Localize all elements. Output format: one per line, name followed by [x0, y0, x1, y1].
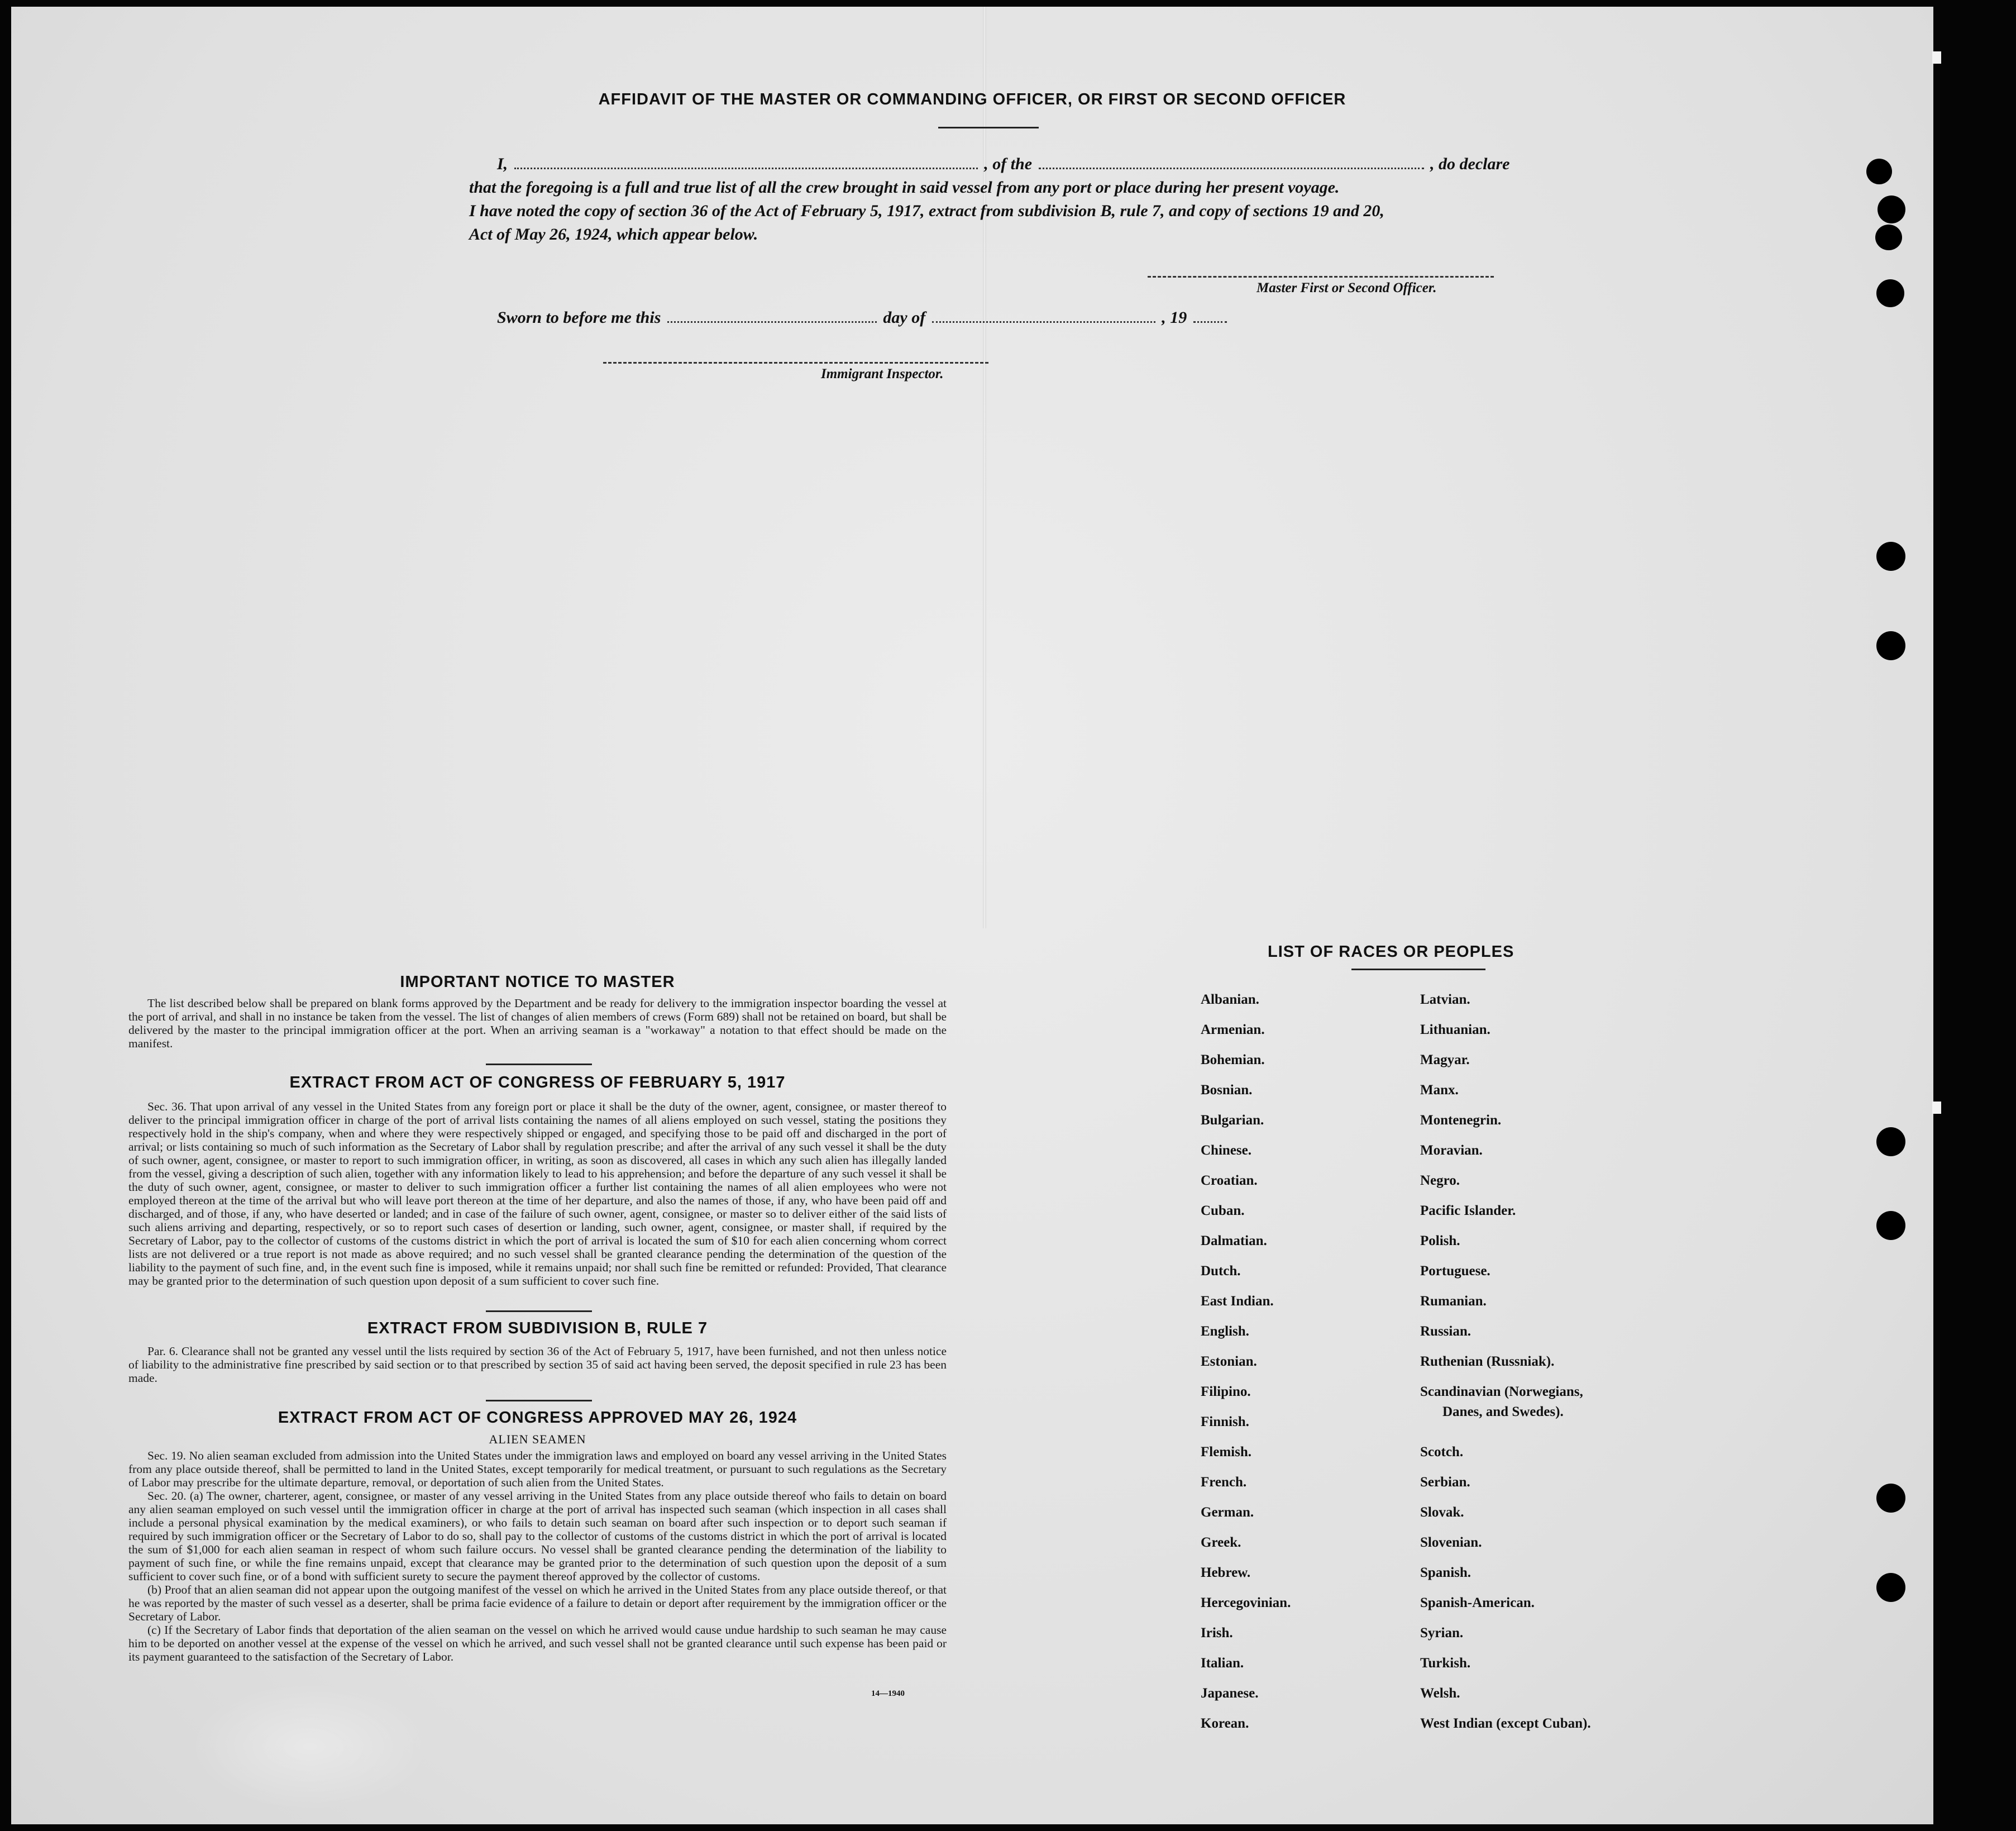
punch-hole — [1875, 225, 1902, 250]
affidavit-line4: Act of May 26, 1924, which appear below. — [469, 225, 758, 244]
section-20c-paragraph: (c) If the Secretary of Labor finds that deportation of the alien seaman on the vessel on which he arrived would cause undue hardship to such seaman he may cause him to be deported on another vessel at the expense of the vessel on which he arrived, and such vessel shall not be granted clearance until such expense has been paid or its payment guaranteed to the satisfaction of the Secretary of Labor. — [128, 1623, 947, 1663]
affidavit-title-rule — [938, 127, 1039, 128]
race-right-14: Scandinavian (Norwegians, — [1420, 1384, 1583, 1399]
race-right-17: Serbian. — [1420, 1475, 1470, 1490]
punch-hole — [1876, 1484, 1905, 1513]
race-left-9: Dalmatian. — [1201, 1233, 1267, 1248]
race-left-23: Italian. — [1201, 1656, 1244, 1671]
affidavit-line1-end: , do declare — [1430, 155, 1510, 173]
edge-tear — [1932, 51, 1941, 64]
race-left-13: Estonian. — [1201, 1354, 1257, 1369]
section-36-paragraph: Sec. 36. That upon arrival of any vessel in the United States from any foreign port or place it shall be the duty of the owner, agent, consignee, or master thereof to deliver to the principal immigration officer in charge of the port of arrival lists containing the names of all aliens employed on such vessel, stating the positions they respectively hold in the ship's company, when and where they were respectively shipped or engaged, and specifying those to be paid off and discharged in the port of arrival; or lists containing so much of such information as the Secretary of Labor shall by regulation prescribe; and after the arrival of any such vessel it shall be the duty of such owner, agent, consignee, or master to report to such immigration officer, in writing, as soon as discovered, all cases in which any such alien has illegally landed from the vessel, giving a description of such alien, together with any information likely to lead to his apprehension; and before the departure of any such vessel it shall be the duty of such owner, agent, consignee, or master to deliver to such immigration officer a further list containing the names of all alien employees who were not employed thereon at the time of the arrival but who will leave port thereon at the time of her departure, and also the names of those, if any, who have been paid off and discharged, and of those, if any, who have deserted or landed; and in case of the failure of such owner, agent, consignee, or master so to deliver either of the said lists of such aliens arriving and departing, respectively, or so to report such cases of desertion or landing, such owner, agent, consignee, or master shall, if required by the Secretary of Labor, pay to the collector of customs of the customs district in which the port of arrival is located the sum of $10 for each alien concerning whom correct lists are not delivered or a true report is not made as above required; and no such vessel shall be granted clearance pending the determination of the question of the liability to the payment of such fine, and, in the event such fine is imposed, while it remains unpaid; nor shall such fine be remitted or refunded: Provided, That clearance may be granted prior to the determination of such question upon deposit of a sum sufficient to cover such fine. — [128, 1100, 947, 1288]
affidavit-line3: I have noted the copy of section 36 of the Act of February 5, 1917, extract from subdivision B, rule 7, and copy of sections 19 and 20, — [469, 202, 1384, 220]
punch-hole — [1876, 279, 1904, 307]
race-right-19: Slovenian. — [1420, 1535, 1482, 1550]
race-right-24: Welsh. — [1420, 1686, 1460, 1701]
sworn-end: , 19 — [1162, 308, 1187, 327]
race-right-4: Manx. — [1420, 1083, 1459, 1098]
section-19-paragraph: Sec. 19. No alien seaman excluded from admission into the United States under the immigration laws and employed on board any vessel arriving in the United States from any place outside thereof, shall be permitted to land in the United States, except temporarily for medical treatment, or pursuant to such regulations as the Secretary of Labor may prescribe for the ultimate departure, removal, or deportation of such alien from the United States. — [128, 1449, 947, 1489]
affidavit-line1-mid: , of the — [984, 155, 1033, 173]
race-right-10: Portuguese. — [1420, 1263, 1490, 1279]
race-right-12: Russian. — [1420, 1324, 1472, 1339]
rule7-paragraph: Par. 6. Clearance shall not be granted any vessel until the lists required by section 36 of the Act of February 5, 1917, have been furnished, and not then unless notice of liability to the administrative fine prescribed by said section or to that prescribed by section 35 of said act having been served, the deposit specified in rule 23 has been made. — [128, 1344, 947, 1385]
race-left-14: Filipino. — [1201, 1384, 1251, 1399]
race-left-18: German. — [1201, 1505, 1254, 1520]
punch-hole — [1866, 159, 1892, 184]
race-left-8: Cuban. — [1201, 1203, 1245, 1218]
sworn-start: Sworn to before me this — [497, 308, 661, 327]
race-left-5: Bulgarian. — [1201, 1113, 1264, 1128]
extract-1917-rule — [486, 1310, 592, 1312]
sworn-line — [497, 308, 1229, 327]
sworn-month-blank[interactable] — [932, 321, 1155, 323]
punch-hole — [1878, 196, 1905, 223]
inspector-label: Immigrant Inspector. — [821, 366, 944, 382]
notice-title: IMPORTANT NOTICE TO MASTER — [400, 973, 675, 991]
race-left-6: Chinese. — [1201, 1143, 1251, 1158]
race-left-24: Japanese. — [1201, 1686, 1259, 1701]
race-left-19: Greek. — [1201, 1535, 1241, 1550]
race-right-16: Scotch. — [1420, 1444, 1464, 1460]
edge-tear — [1932, 1102, 1941, 1114]
race-right-25: West Indian (except Cuban). — [1420, 1716, 1591, 1731]
affidavit-line1 — [497, 155, 1558, 174]
rule7-rule — [486, 1400, 592, 1401]
race-right-23: Turkish. — [1420, 1656, 1471, 1671]
punch-hole — [1876, 1573, 1905, 1602]
rule7-title: EXTRACT FROM SUBDIVISION B, RULE 7 — [367, 1319, 708, 1337]
document-page — [11, 7, 1933, 1824]
notice-paragraph: The list described below shall be prepared on blank forms approved by the Department and be ready for delivery to the immigration inspector boarding the vessel at the port of arrival, and shall in no instance be taken from the vessel. The list of changes of alien members of crews (Form 689) shall not be retained on board, but shall be delivered by the master to the principal immigration officer at the port. When an arriving seaman is a "workaway" a notation to that effect should be made on the manifest. — [128, 996, 947, 1050]
punch-hole — [1876, 542, 1905, 571]
race-left-16: Flemish. — [1201, 1444, 1251, 1460]
race-right-11: Rumanian. — [1420, 1294, 1487, 1309]
race-left-2: Armenian. — [1201, 1022, 1265, 1037]
race-right-8: Pacific Islander. — [1420, 1203, 1516, 1218]
extract-1924-subtitle: ALIEN SEAMEN — [489, 1432, 586, 1446]
sworn-year-blank[interactable] — [1193, 321, 1227, 323]
affidavit-line2: that the foregoing is a full and true list of all the crew brought in said vessel from any port or place during her present voyage. — [469, 178, 1340, 197]
vessel-blank[interactable] — [1039, 167, 1424, 169]
extract-1924-text — [128, 1449, 947, 1663]
race-left-7: Croatian. — [1201, 1173, 1258, 1188]
race-left-3: Bohemian. — [1201, 1052, 1265, 1067]
section-20a-paragraph: Sec. 20. (a) The owner, charterer, agent, consignee, or master of any vessel arriving in the United States from any place outside thereof who fails to detain on board any alien seaman employed on such vessel until the immigration officer in charge at the port of arrival has inspected such seaman (which inspection in all cases shall include a personal physical examination by the medical examiners), or who fails to detain such seaman on board after such inspection or to deport such seaman if required by such immigration officer or the Secretary of Labor to do so, shall pay to the collector of customs of the customs district in which the port of arrival is located the sum of $1,000 for each alien seaman in respect of whom such failure occurs. No vessel shall be granted clearance pending the determination of the liability to payment of such fine, or while the fine remains unpaid, except that clearance may be granted prior to the determination of such question upon the deposit of a sum sufficient to cover such fine, or of a bond with sufficient surety to secure the payment thereof approved by the collector of customs. — [128, 1489, 947, 1583]
extract-1917-title: EXTRACT FROM ACT OF CONGRESS OF FEBRUARY 5, 1917 — [289, 1074, 786, 1091]
race-left-21: Hercegovinian. — [1201, 1595, 1291, 1610]
embossed-seal — [190, 1682, 430, 1811]
race-left-10: Dutch. — [1201, 1263, 1241, 1279]
race-right-6: Moravian. — [1420, 1143, 1483, 1158]
extract-1924-title: EXTRACT FROM ACT OF CONGRESS APPROVED MAY 26, 1924 — [278, 1409, 797, 1427]
race-left-12: English. — [1201, 1324, 1249, 1339]
race-right-13: Ruthenian (Russniak). — [1420, 1354, 1555, 1369]
master-signature-label: Master First or Second Officer. — [1257, 280, 1437, 295]
affidavit-line1-start: I, — [497, 155, 508, 173]
race-right-3: Magyar. — [1420, 1052, 1470, 1067]
race-right-2: Lithuanian. — [1420, 1022, 1490, 1037]
race-left-20: Hebrew. — [1201, 1565, 1251, 1580]
race-right-5: Montenegrin. — [1420, 1113, 1502, 1128]
fold-crease — [983, 7, 986, 928]
notice-text — [128, 996, 947, 1050]
punch-hole — [1876, 1211, 1905, 1240]
sworn-mid: day of — [883, 308, 926, 327]
name-blank[interactable] — [514, 167, 978, 169]
race-left-22: Irish. — [1201, 1625, 1233, 1641]
punch-hole — [1876, 631, 1905, 660]
race-right-22: Syrian. — [1420, 1625, 1464, 1641]
race-right-1: Latvian. — [1420, 992, 1470, 1007]
race-right-15: Danes, and Swedes). — [1442, 1404, 1564, 1419]
punch-hole — [1876, 1127, 1905, 1156]
race-right-21: Spanish-American. — [1420, 1595, 1535, 1610]
affidavit-title: AFFIDAVIT OF THE MASTER OR COMMANDING OFFICER, OR FIRST OR SECOND OFFICER — [598, 90, 1346, 108]
inspector-signature-line[interactable] — [603, 362, 988, 364]
notice-rule — [486, 1064, 592, 1065]
sworn-day-blank[interactable] — [667, 321, 877, 323]
race-left-17: French. — [1201, 1475, 1247, 1490]
race-right-9: Polish. — [1420, 1233, 1460, 1248]
race-left-4: Bosnian. — [1201, 1083, 1253, 1098]
race-left-25: Korean. — [1201, 1716, 1249, 1731]
races-title: LIST OF RACES OR PEOPLES — [1268, 943, 1515, 961]
race-right-20: Spanish. — [1420, 1565, 1472, 1580]
form-number: 14—1940 — [871, 1689, 905, 1698]
race-left-1: Albanian. — [1201, 992, 1259, 1007]
master-signature-line[interactable] — [1148, 276, 1494, 278]
race-right-18: Slovak. — [1420, 1505, 1464, 1520]
extract-1917-text — [128, 1100, 947, 1288]
races-title-rule — [1351, 969, 1485, 970]
section-20b-paragraph: (b) Proof that an alien seaman did not appear upon the outgoing manifest of the vessel on which he arrived in the United States from any place outside thereof, or that he was reported by the master of such vessel as a deserter, shall be prima facie evidence of a failure to detain or deport after requirement by the immigration officer or the Secretary of Labor. — [128, 1583, 947, 1623]
race-right-7: Negro. — [1420, 1173, 1460, 1188]
rule7-text — [128, 1344, 947, 1385]
race-left-15: Finnish. — [1201, 1414, 1249, 1429]
race-left-11: East Indian. — [1201, 1294, 1274, 1309]
